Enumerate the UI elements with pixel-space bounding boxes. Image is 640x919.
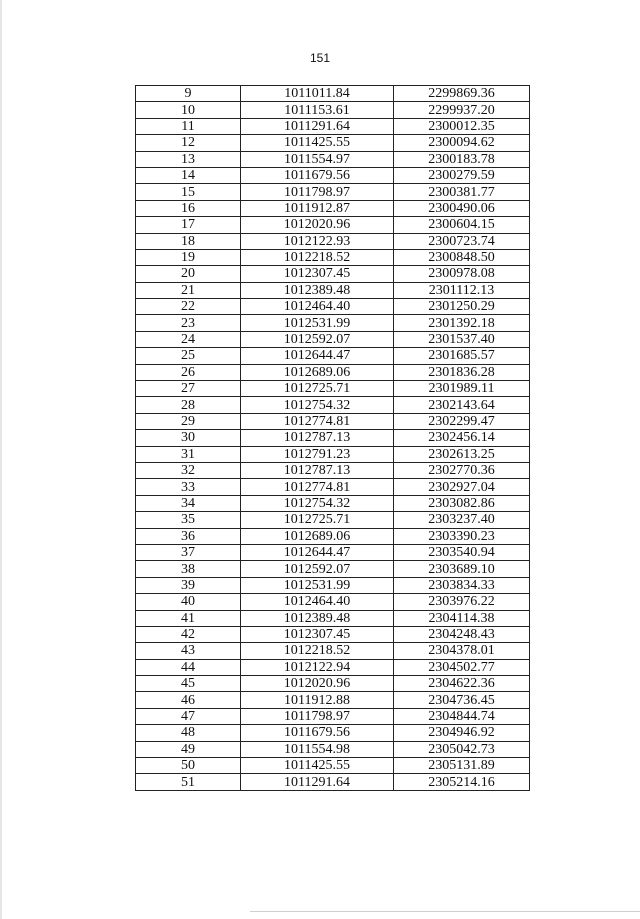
point-number-cell: 9 — [136, 86, 241, 102]
x-coordinate-cell: 1012122.94 — [241, 659, 394, 675]
table-row — [136, 135, 530, 151]
table-row — [136, 364, 530, 380]
table-row — [136, 282, 530, 298]
table-row — [136, 725, 530, 741]
table-row — [136, 446, 530, 462]
y-coordinate-cell: 2303976.22 — [394, 594, 530, 610]
table-row — [136, 528, 530, 544]
point-number-cell: 51 — [136, 774, 241, 790]
table-row — [136, 331, 530, 347]
point-number-cell: 39 — [136, 577, 241, 593]
x-coordinate-cell: 1012531.99 — [241, 315, 394, 331]
point-number-cell: 32 — [136, 462, 241, 478]
point-number-cell: 49 — [136, 741, 241, 757]
x-coordinate-cell: 1012307.45 — [241, 266, 394, 282]
point-number-cell: 24 — [136, 331, 241, 347]
y-coordinate-cell: 2303540.94 — [394, 544, 530, 560]
x-coordinate-cell: 1012644.47 — [241, 348, 394, 364]
point-number-cell: 48 — [136, 725, 241, 741]
page-bottom-rule — [250, 911, 640, 912]
y-coordinate-cell: 2300012.35 — [394, 118, 530, 134]
point-number-cell: 50 — [136, 758, 241, 774]
y-coordinate-cell: 2303082.86 — [394, 495, 530, 511]
x-coordinate-cell: 1011554.97 — [241, 151, 394, 167]
x-coordinate-cell: 1012754.32 — [241, 495, 394, 511]
y-coordinate-cell: 2302613.25 — [394, 446, 530, 462]
table-row — [136, 462, 530, 478]
table-row — [136, 561, 530, 577]
point-number-cell: 23 — [136, 315, 241, 331]
y-coordinate-cell: 2304844.74 — [394, 708, 530, 724]
x-coordinate-cell: 1012218.52 — [241, 643, 394, 659]
x-coordinate-cell: 1011291.64 — [241, 118, 394, 134]
y-coordinate-cell: 2304378.01 — [394, 643, 530, 659]
x-coordinate-cell: 1012689.06 — [241, 364, 394, 380]
x-coordinate-cell: 1012754.32 — [241, 397, 394, 413]
table-row — [136, 676, 530, 692]
table-row — [136, 348, 530, 364]
x-coordinate-cell: 1012791.23 — [241, 446, 394, 462]
point-number-cell: 30 — [136, 430, 241, 446]
x-coordinate-cell: 1012787.13 — [241, 462, 394, 478]
x-coordinate-cell: 1012787.13 — [241, 430, 394, 446]
table-row — [136, 151, 530, 167]
y-coordinate-cell: 2299869.36 — [394, 86, 530, 102]
point-number-cell: 40 — [136, 594, 241, 610]
table-row — [136, 741, 530, 757]
x-coordinate-cell: 1012725.71 — [241, 381, 394, 397]
table-row — [136, 758, 530, 774]
y-coordinate-cell: 2302143.64 — [394, 397, 530, 413]
point-number-cell: 28 — [136, 397, 241, 413]
x-coordinate-cell: 1011011.84 — [241, 86, 394, 102]
table-row — [136, 167, 530, 183]
y-coordinate-cell: 2304622.36 — [394, 676, 530, 692]
x-coordinate-cell: 1011679.56 — [241, 725, 394, 741]
table-row — [136, 610, 530, 626]
x-coordinate-cell: 1012644.47 — [241, 544, 394, 560]
y-coordinate-cell: 2301112.13 — [394, 282, 530, 298]
x-coordinate-cell: 1011798.97 — [241, 708, 394, 724]
y-coordinate-cell: 2303834.33 — [394, 577, 530, 593]
x-coordinate-cell: 1011912.88 — [241, 692, 394, 708]
table-row — [136, 708, 530, 724]
table-row — [136, 577, 530, 593]
table-row — [136, 643, 530, 659]
y-coordinate-cell: 2304502.77 — [394, 659, 530, 675]
point-number-cell: 20 — [136, 266, 241, 282]
x-coordinate-cell: 1012464.40 — [241, 594, 394, 610]
table-row — [136, 594, 530, 610]
table-row — [136, 86, 530, 102]
point-number-cell: 31 — [136, 446, 241, 462]
y-coordinate-cell: 2300978.08 — [394, 266, 530, 282]
y-coordinate-cell: 2300848.50 — [394, 249, 530, 265]
y-coordinate-cell: 2303237.40 — [394, 512, 530, 528]
point-number-cell: 45 — [136, 676, 241, 692]
x-coordinate-cell: 1012592.07 — [241, 331, 394, 347]
y-coordinate-cell: 2301537.40 — [394, 331, 530, 347]
point-number-cell: 17 — [136, 217, 241, 233]
x-coordinate-cell: 1012389.48 — [241, 610, 394, 626]
y-coordinate-cell: 2304248.43 — [394, 626, 530, 642]
point-number-cell: 42 — [136, 626, 241, 642]
table-row — [136, 544, 530, 560]
y-coordinate-cell: 2299937.20 — [394, 102, 530, 118]
table-row — [136, 249, 530, 265]
point-number-cell: 18 — [136, 233, 241, 249]
y-coordinate-cell: 2300723.74 — [394, 233, 530, 249]
point-number-cell: 27 — [136, 381, 241, 397]
x-coordinate-cell: 1011912.87 — [241, 200, 394, 216]
point-number-cell: 22 — [136, 299, 241, 315]
y-coordinate-cell: 2304736.45 — [394, 692, 530, 708]
point-number-cell: 26 — [136, 364, 241, 380]
x-coordinate-cell: 1012122.93 — [241, 233, 394, 249]
y-coordinate-cell: 2300183.78 — [394, 151, 530, 167]
y-coordinate-cell: 2300490.06 — [394, 200, 530, 216]
x-coordinate-cell: 1011291.64 — [241, 774, 394, 790]
point-number-cell: 10 — [136, 102, 241, 118]
point-number-cell: 47 — [136, 708, 241, 724]
table-row — [136, 512, 530, 528]
x-coordinate-cell: 1012774.81 — [241, 413, 394, 429]
point-number-cell: 37 — [136, 544, 241, 560]
point-number-cell: 34 — [136, 495, 241, 511]
point-number-cell: 11 — [136, 118, 241, 134]
point-number-cell: 38 — [136, 561, 241, 577]
y-coordinate-cell: 2302770.36 — [394, 462, 530, 478]
y-coordinate-cell: 2300094.62 — [394, 135, 530, 151]
point-number-cell: 13 — [136, 151, 241, 167]
y-coordinate-cell: 2304114.38 — [394, 610, 530, 626]
table-row — [136, 692, 530, 708]
table-row — [136, 430, 530, 446]
y-coordinate-cell: 2301685.57 — [394, 348, 530, 364]
point-number-cell: 43 — [136, 643, 241, 659]
point-number-cell: 46 — [136, 692, 241, 708]
point-number-cell: 21 — [136, 282, 241, 298]
x-coordinate-cell: 1011679.56 — [241, 167, 394, 183]
y-coordinate-cell: 2302927.04 — [394, 479, 530, 495]
page-number: 151 — [309, 51, 331, 65]
y-coordinate-cell: 2302456.14 — [394, 430, 530, 446]
table-row — [136, 659, 530, 675]
y-coordinate-cell: 2301989.11 — [394, 381, 530, 397]
point-number-cell: 16 — [136, 200, 241, 216]
table-row — [136, 184, 530, 200]
y-coordinate-cell: 2304946.92 — [394, 725, 530, 741]
point-number-cell: 25 — [136, 348, 241, 364]
x-coordinate-cell: 1012307.45 — [241, 626, 394, 642]
table-row — [136, 413, 530, 429]
point-number-cell: 12 — [136, 135, 241, 151]
table-row — [136, 626, 530, 642]
y-coordinate-cell: 2303390.23 — [394, 528, 530, 544]
table-row — [136, 315, 530, 331]
point-number-cell: 35 — [136, 512, 241, 528]
y-coordinate-cell: 2305214.16 — [394, 774, 530, 790]
y-coordinate-cell: 2301250.29 — [394, 299, 530, 315]
point-number-cell: 44 — [136, 659, 241, 675]
table-row — [136, 381, 530, 397]
x-coordinate-cell: 1012464.40 — [241, 299, 394, 315]
point-number-cell: 33 — [136, 479, 241, 495]
x-coordinate-cell: 1012725.71 — [241, 512, 394, 528]
x-coordinate-cell: 1012592.07 — [241, 561, 394, 577]
x-coordinate-cell: 1012774.81 — [241, 479, 394, 495]
y-coordinate-cell: 2302299.47 — [394, 413, 530, 429]
point-number-cell: 41 — [136, 610, 241, 626]
page-edge-shadow — [0, 0, 2, 919]
y-coordinate-cell: 2303689.10 — [394, 561, 530, 577]
y-coordinate-cell: 2301392.18 — [394, 315, 530, 331]
table-row — [136, 118, 530, 134]
y-coordinate-cell: 2300279.59 — [394, 167, 530, 183]
table-row — [136, 495, 530, 511]
x-coordinate-cell: 1011425.55 — [241, 758, 394, 774]
x-coordinate-cell: 1012531.99 — [241, 577, 394, 593]
table-row — [136, 200, 530, 216]
y-coordinate-cell: 2300381.77 — [394, 184, 530, 200]
x-coordinate-cell: 1012689.06 — [241, 528, 394, 544]
table-row — [136, 266, 530, 282]
table-row — [136, 217, 530, 233]
x-coordinate-cell: 1012020.96 — [241, 676, 394, 692]
y-coordinate-cell: 2305042.73 — [394, 741, 530, 757]
x-coordinate-cell: 1012020.96 — [241, 217, 394, 233]
point-number-cell: 15 — [136, 184, 241, 200]
x-coordinate-cell: 1012218.52 — [241, 249, 394, 265]
x-coordinate-cell: 1011798.97 — [241, 184, 394, 200]
table-row — [136, 479, 530, 495]
table-row — [136, 102, 530, 118]
table-row — [136, 233, 530, 249]
table-row — [136, 397, 530, 413]
coordinates-table — [135, 85, 530, 791]
point-number-cell: 36 — [136, 528, 241, 544]
table-row — [136, 774, 530, 790]
y-coordinate-cell: 2301836.28 — [394, 364, 530, 380]
table-row — [136, 299, 530, 315]
coordinates-table-body — [136, 86, 530, 791]
x-coordinate-cell: 1011425.55 — [241, 135, 394, 151]
x-coordinate-cell: 1011153.61 — [241, 102, 394, 118]
point-number-cell: 29 — [136, 413, 241, 429]
y-coordinate-cell: 2300604.15 — [394, 217, 530, 233]
point-number-cell: 19 — [136, 249, 241, 265]
x-coordinate-cell: 1012389.48 — [241, 282, 394, 298]
y-coordinate-cell: 2305131.89 — [394, 758, 530, 774]
point-number-cell: 14 — [136, 167, 241, 183]
x-coordinate-cell: 1011554.98 — [241, 741, 394, 757]
